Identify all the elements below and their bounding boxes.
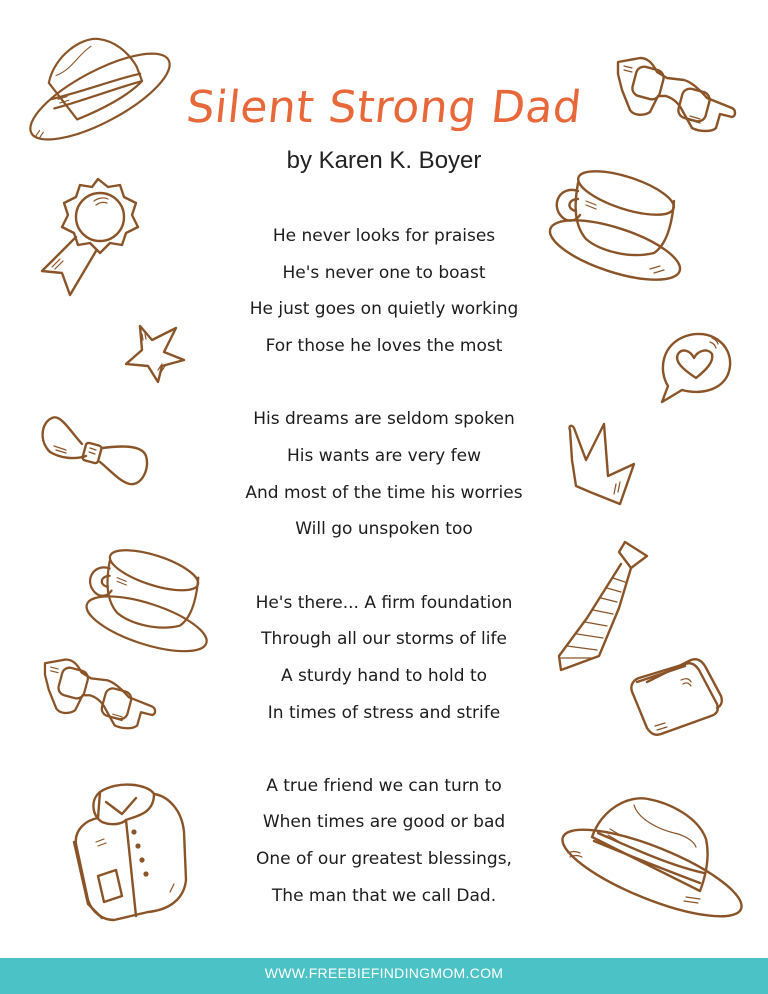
poem-line: He's never one to boast xyxy=(282,262,486,283)
stanza xyxy=(0,592,768,739)
poem-title: Silent Strong Dad xyxy=(183,82,585,133)
poem-line: The man that we call Dad. xyxy=(271,885,497,906)
poem-line: Will go unspoken too xyxy=(295,519,473,540)
poem-line: He's there... A firm foundation xyxy=(255,592,513,613)
poem-line: In times of stress and strife xyxy=(267,702,501,723)
footer-band xyxy=(0,958,768,994)
poem-line: When times are good or bad xyxy=(262,812,506,833)
stanza xyxy=(0,408,768,555)
poem-line: He never looks for praises xyxy=(272,226,496,246)
poem-line: A sturdy hand to hold to xyxy=(280,665,488,686)
poem-line: Through all our storms of life xyxy=(261,629,507,650)
poem-line: His wants are very few xyxy=(286,445,481,466)
stanza xyxy=(0,225,768,372)
poem-line: One of our greatest blessings, xyxy=(256,849,512,870)
poem-line: His dreams are seldom spoken xyxy=(253,409,515,430)
poem-line: For those he loves the most xyxy=(265,336,503,357)
website-url: WWW.FREEBIEFINDINGMOM.COM xyxy=(264,965,504,981)
stanza xyxy=(0,775,768,922)
poem-body xyxy=(0,225,768,958)
poem-author: by Karen K. Boyer xyxy=(286,147,482,174)
poem-line: He just goes on quietly working xyxy=(249,299,519,320)
poem-line: And most of the time his worries xyxy=(245,482,523,503)
poem-line: A true friend we can turn to xyxy=(266,775,502,796)
